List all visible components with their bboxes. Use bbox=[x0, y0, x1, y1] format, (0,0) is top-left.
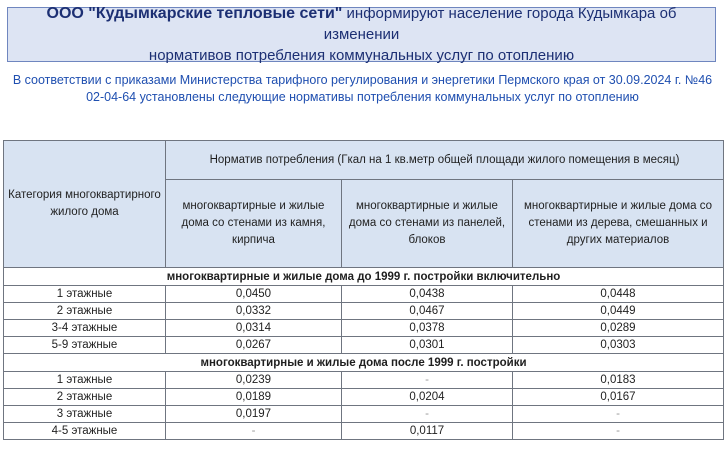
norms-table bbox=[3, 140, 724, 440]
norm-header: Норматив потребления (Гкал на 1 кв.метр общей площади жилого помещения в месяц) bbox=[166, 141, 724, 180]
section-header-row bbox=[4, 268, 724, 286]
norm-value: 0,0183 bbox=[513, 372, 724, 389]
row-category: 3-4 этажные bbox=[4, 320, 166, 337]
norm-value: 0,0314 bbox=[166, 320, 342, 337]
row-category: 3 этажные bbox=[4, 406, 166, 423]
announcement-banner bbox=[7, 7, 716, 62]
banner-line-1-text: информируют население города Кудымкара об изменении bbox=[323, 5, 677, 43]
norm-value: 0,0189 bbox=[166, 389, 342, 406]
norm-value: 0,0303 bbox=[513, 337, 724, 354]
norm-value: - bbox=[513, 406, 724, 423]
section-title: многоквартирные и жилые дома до 1999 г. постройки включительно bbox=[4, 268, 724, 286]
table-row bbox=[4, 286, 724, 303]
organization-name: ООО "Кудымкарские тепловые сети" bbox=[46, 5, 343, 22]
norm-value: - bbox=[342, 406, 513, 423]
table-row bbox=[4, 372, 724, 389]
banner-line-2: нормативов потребления коммунальных услуг по отоплению bbox=[148, 47, 575, 64]
norm-value: 0,0204 bbox=[342, 389, 513, 406]
norm-value: 0,0117 bbox=[342, 423, 513, 440]
norm-value: 0,0289 bbox=[513, 320, 724, 337]
row-category: 1 этажные bbox=[4, 286, 166, 303]
norm-value: 0,0448 bbox=[513, 286, 724, 303]
table-row bbox=[4, 337, 724, 354]
norm-value: 0,0167 bbox=[513, 389, 724, 406]
row-category: 4-5 этажные bbox=[4, 423, 166, 440]
norm-value: 0,0467 bbox=[342, 303, 513, 320]
row-category: 1 этажные bbox=[4, 372, 166, 389]
norm-value: 0,0449 bbox=[513, 303, 724, 320]
norm-value: 0,0197 bbox=[166, 406, 342, 423]
category-header: Категория многоквартирного жилого дома bbox=[4, 141, 166, 268]
intro-line-2: 02-04-64 установлены следующие нормативы потребления коммунальных услуг по отоплению bbox=[86, 90, 639, 104]
column-header-panel: многоквартирные и жилые дома со стенами из панелей, блоков bbox=[342, 180, 513, 268]
norm-value: 0,0378 bbox=[342, 320, 513, 337]
table-row bbox=[4, 406, 724, 423]
section-title: многоквартирные и жилые дома после 1999 г. постройки bbox=[4, 354, 724, 372]
norm-value: 0,0332 bbox=[166, 303, 342, 320]
intro-text bbox=[0, 72, 725, 106]
banner-line-1 bbox=[8, 3, 715, 45]
row-category: 2 этажные bbox=[4, 389, 166, 406]
table-row bbox=[4, 303, 724, 320]
norm-value: 0,0438 bbox=[342, 286, 513, 303]
norm-value: - bbox=[166, 423, 342, 440]
table-row bbox=[4, 423, 724, 440]
row-category: 2 этажные bbox=[4, 303, 166, 320]
table-row bbox=[4, 389, 724, 406]
section-header-row bbox=[4, 354, 724, 372]
intro-line-1: В соответствии с приказами Министерства тарифного регулирования и энергетики Пермского края от 30.09.2024 г. №46 bbox=[12, 73, 713, 87]
norm-value: 0,0239 bbox=[166, 372, 342, 389]
column-header-wood: многоквартирные и жилые дома со стенами из дерева, смешанных и других материалов bbox=[513, 180, 724, 268]
column-header-stone: многоквартирные и жилые дома со стенами из камня, кирпича bbox=[166, 180, 342, 268]
table-row bbox=[4, 320, 724, 337]
norm-value: 0,0450 bbox=[166, 286, 342, 303]
norm-value: 0,0301 bbox=[342, 337, 513, 354]
row-category: 5-9 этажные bbox=[4, 337, 166, 354]
norm-value: - bbox=[513, 423, 724, 440]
norm-value: 0,0267 bbox=[166, 337, 342, 354]
norm-value: - bbox=[342, 372, 513, 389]
